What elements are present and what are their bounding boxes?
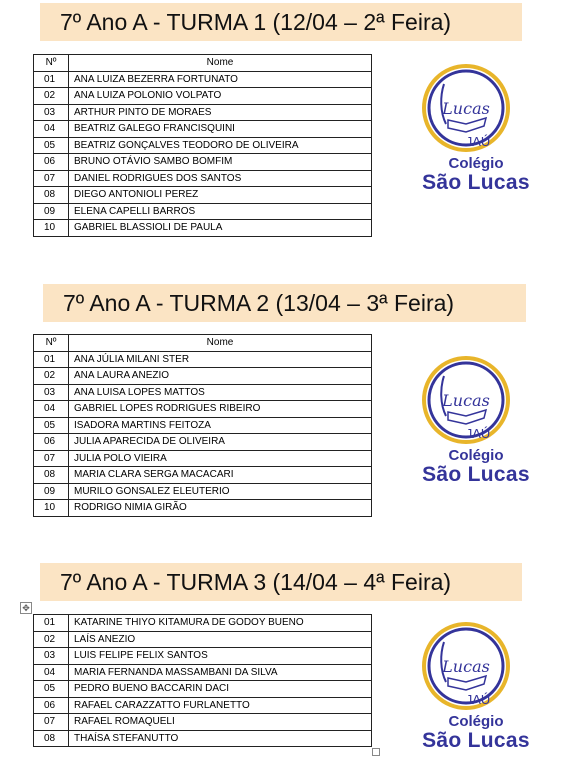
row-number: 02	[34, 631, 69, 648]
table-row	[34, 203, 372, 220]
row-number: 05	[34, 417, 69, 434]
table-row	[34, 483, 372, 500]
resize-handle-icon[interactable]	[372, 748, 380, 756]
row-name: ISADORA MARTINS FEITOZA	[69, 417, 372, 434]
row-name: ANA LAURA ANEZIO	[69, 368, 372, 385]
row-name: BRUNO OTÁVIO SAMBO BOMFIM	[69, 154, 372, 171]
logo-city: JAÚ	[465, 134, 491, 149]
logo-school-line1: Colégio	[448, 447, 504, 464]
school-logo	[414, 620, 538, 754]
row-number: 10	[34, 500, 69, 517]
row-number: 07	[34, 450, 69, 467]
roster-table-3	[33, 614, 372, 747]
row-name: BEATRIZ GALEGO FRANCISQUINI	[69, 121, 372, 138]
row-name: MURILO GONSALEZ ELEUTERIO	[69, 483, 372, 500]
logo-script-text: Lucas	[442, 99, 490, 118]
table-row	[34, 154, 372, 171]
row-name: JULIA POLO VIEIRA	[69, 450, 372, 467]
table-row	[34, 648, 372, 665]
row-number: 07	[34, 714, 69, 731]
row-number: 01	[34, 615, 69, 632]
row-number: 05	[34, 137, 69, 154]
table-row	[34, 450, 372, 467]
logo-school-line1: Colégio	[448, 713, 504, 730]
row-name: MARIA CLARA SERGA MACACARI	[69, 467, 372, 484]
roster-table-1	[33, 54, 372, 237]
row-number: 08	[34, 730, 69, 747]
table-row	[34, 434, 372, 451]
header-number: Nº	[34, 55, 69, 72]
table-row	[34, 384, 372, 401]
logo-script-text: Lucas	[442, 391, 490, 410]
row-name: GABRIEL BLASSIOLI DE PAULA	[69, 220, 372, 237]
table-row	[34, 664, 372, 681]
row-name: JULIA APARECIDA DE OLIVEIRA	[69, 434, 372, 451]
table-row	[34, 137, 372, 154]
row-number: 04	[34, 664, 69, 681]
header-name: Nome	[69, 335, 372, 352]
table-row	[34, 170, 372, 187]
row-number: 07	[34, 170, 69, 187]
row-name: ANA LUIZA POLONIO VOLPATO	[69, 88, 372, 105]
row-number: 09	[34, 203, 69, 220]
table-header-row	[34, 335, 372, 352]
row-name: ANA LUIZA BEZERRA FORTUNATO	[69, 71, 372, 88]
row-number: 08	[34, 467, 69, 484]
table-row	[34, 467, 372, 484]
table-row	[34, 71, 372, 88]
logo-school-line2: São Lucas	[422, 171, 530, 194]
table-row	[34, 351, 372, 368]
row-number: 02	[34, 88, 69, 105]
row-number: 03	[34, 104, 69, 121]
row-name: ANA LUISA LOPES MATTOS	[69, 384, 372, 401]
section-3-title: 7º Ano A - TURMA 3 (14/04 – 4ª Feira)	[40, 563, 522, 601]
row-number: 03	[34, 384, 69, 401]
row-number: 04	[34, 121, 69, 138]
table-header-row	[34, 55, 372, 72]
table-row	[34, 187, 372, 204]
row-number: 06	[34, 697, 69, 714]
row-number: 02	[34, 368, 69, 385]
logo-school-line2: São Lucas	[422, 729, 530, 752]
table-row	[34, 88, 372, 105]
row-name: MARIA FERNANDA MASSAMBANI DA SILVA	[69, 664, 372, 681]
move-icon[interactable]: ✥	[20, 602, 32, 614]
school-crest-icon	[414, 354, 538, 450]
row-name: ARTHUR PINTO DE MORAES	[69, 104, 372, 121]
row-number: 01	[34, 351, 69, 368]
table-row	[34, 631, 372, 648]
school-logo	[414, 62, 538, 196]
table-row	[34, 500, 372, 517]
row-name: BEATRIZ GONÇALVES TEODORO DE OLIVEIRA	[69, 137, 372, 154]
logo-city: JAÚ	[465, 692, 491, 707]
row-name: GABRIEL LOPES RODRIGUES RIBEIRO	[69, 401, 372, 418]
row-name: RAFAEL CARAZZATTO FURLANETTO	[69, 697, 372, 714]
row-name: PEDRO BUENO BACCARIN DACI	[69, 681, 372, 698]
row-name: RODRIGO NIMIA GIRÃO	[69, 500, 372, 517]
logo-school-line2: São Lucas	[422, 463, 530, 486]
row-number: 10	[34, 220, 69, 237]
roster-table-2	[33, 334, 372, 517]
table-row	[34, 104, 372, 121]
row-name: KATARINE THIYO KITAMURA DE GODOY BUENO	[69, 615, 372, 632]
row-name: LAÍS ANEZIO	[69, 631, 372, 648]
header-number: Nº	[34, 335, 69, 352]
table-row	[34, 121, 372, 138]
school-crest-icon	[414, 62, 538, 158]
row-number: 08	[34, 187, 69, 204]
table-row	[34, 714, 372, 731]
logo-city: JAÚ	[465, 426, 491, 441]
row-number: 04	[34, 401, 69, 418]
row-name: THAÍSA STEFANUTTO	[69, 730, 372, 747]
table-row	[34, 401, 372, 418]
row-number: 03	[34, 648, 69, 665]
row-number: 06	[34, 154, 69, 171]
row-number: 05	[34, 681, 69, 698]
table-row	[34, 615, 372, 632]
section-1-title: 7º Ano A - TURMA 1 (12/04 – 2ª Feira)	[40, 3, 522, 41]
header-name: Nome	[69, 55, 372, 72]
table-row	[34, 220, 372, 237]
row-name: ANA JÚLIA MILANI STER	[69, 351, 372, 368]
logo-school-line1: Colégio	[448, 155, 504, 172]
row-name: LUIS FELIPE FELIX SANTOS	[69, 648, 372, 665]
row-number: 06	[34, 434, 69, 451]
table-row	[34, 697, 372, 714]
table-row	[34, 368, 372, 385]
row-number: 09	[34, 483, 69, 500]
table-row	[34, 417, 372, 434]
section-2-title: 7º Ano A - TURMA 2 (13/04 – 3ª Feira)	[43, 284, 526, 322]
row-name: ELENA CAPELLI BARROS	[69, 203, 372, 220]
table-row	[34, 681, 372, 698]
row-name: DANIEL RODRIGUES DOS SANTOS	[69, 170, 372, 187]
row-name: RAFAEL ROMAQUELI	[69, 714, 372, 731]
school-logo	[414, 354, 538, 488]
table-row	[34, 730, 372, 747]
school-crest-icon	[414, 620, 538, 716]
row-name: DIEGO ANTONIOLI PEREZ	[69, 187, 372, 204]
row-number: 01	[34, 71, 69, 88]
logo-script-text: Lucas	[442, 657, 490, 676]
